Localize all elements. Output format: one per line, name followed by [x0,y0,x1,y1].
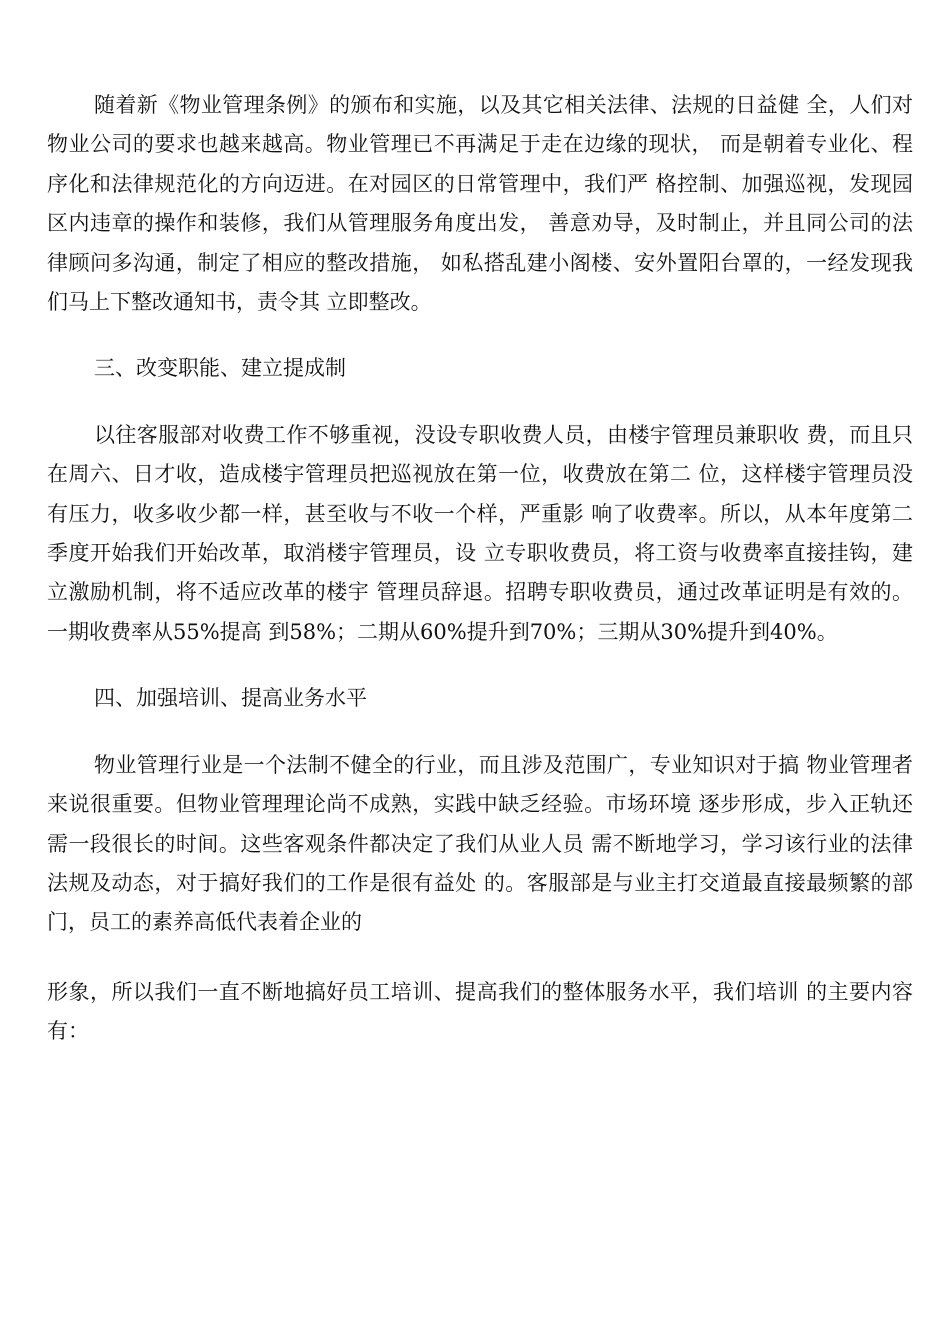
paragraph-training-content-intro: 形象，所以我们一直不断地搞好员工培训、提高我们的整体服务水平，我们培训 的主要内容有： [47,979,913,1044]
paragraph-training-importance: 物业管理行业是一个法制不健全的行业，而且涉及范围广，专业知识对于搞 物业管理者来说很重要。但物业管理理论尚不成熟，实践中缺乏经验。市场环境 逐步形成，步入正轨还需一段很长的时间。这些客观条件都决定了我们从业人员 需不断地学习，学习该行业的法律法规及动态，对于搞好我们的工作是很有益处 的。客服部是与业主打交道最直接最频繁的部门，员工的素养高低代表着企业的 [47,752,913,935]
spacer [47,322,913,349]
spacer [47,389,913,416]
paragraph-fee-collection-reform: 以往客服部对收费工作不够重视，没设专职收费人员，由楼宇管理员兼职收 费，而且只在周六、日才收，造成楼宇管理员把巡视放在第一位，收费放在第二 位，这样楼宇管理员没有压力，收多收少都一样，甚至收与不收一个样，严重影 响了收费率。所以，从本年度第二季度开始我们开始改革，取消楼宇管理员，设 立专职收费员，将工资与收费率直接挂钩，建立激励机制，将不适应改革的楼宇 管理员辞退。招聘专职收费员，通过改革证明是有效的。一期收费率从55%提高 到58%；二期从60%提升到70%；三期从30%提升到40%。 [47,422,913,644]
spacer [47,652,913,679]
section-heading-3: 三、改变职能、建立提成制 [94,356,346,381]
paragraph-property-regulations: 随着新《物业管理条例》的颁布和实施，以及其它相关法律、法规的日益健 全，人们对物业公司的要求也越来越高。物业管理已不再满足于走在边缘的现状， 而是朝着专业化、程序化和法律规范化的方向迈进。在对园区的日常管理中，我们严 格控制、加强巡视，发现园区内违章的操作和装修，我们从管理服务角度出发， 善意劝导，及时制止，并且同公司的法律顾问多沟通，制定了相应的整改措施， 如私搭乱建小阁楼、安外置阳台罩的，一经发现我们马上下整改通知书，责令其 立即整改。 [47,93,913,315]
spacer [47,943,913,973]
section-heading-4: 四、加强培训、提高业务水平 [94,686,367,711]
document-page [47,86,913,1052]
spacer [47,719,913,746]
